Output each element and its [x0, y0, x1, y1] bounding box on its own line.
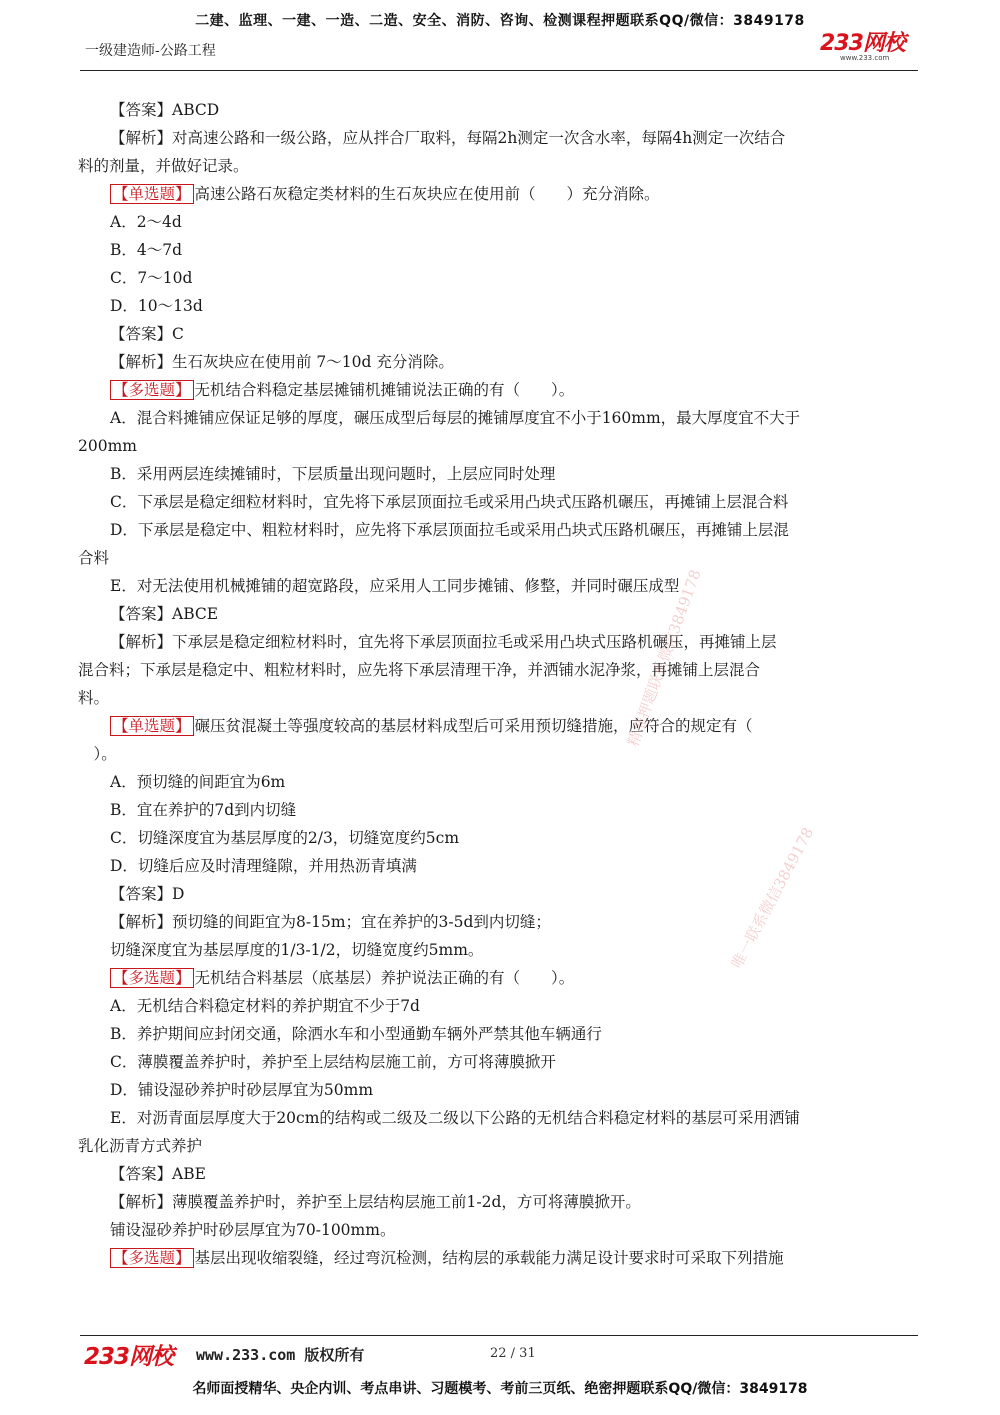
brand-logo-url: www.233.com — [840, 54, 890, 62]
line-text: 【答案】C — [110, 325, 184, 343]
header-top-line: 二建、监理、一建、一造、二造、安全、消防、咨询、检测课程押题联系QQ/微信：3849178 — [195, 13, 805, 29]
header-rule — [80, 70, 918, 71]
text-line — [78, 992, 928, 1020]
line-text: 混合料；下承层是稳定中、粗粒材料时，应先将下承层清理干净，并洒铺水泥净浆，再摊铺上层混合 — [78, 661, 761, 679]
text-line — [78, 964, 928, 992]
text-line — [78, 1188, 928, 1216]
text-line — [78, 684, 928, 712]
footer-bottom-line: 名师面授精华、央企内训、考点串讲、习题模考、考前三页纸、绝密押题联系QQ/微信：3849178 — [192, 1381, 808, 1397]
line-text: ）。 — [78, 745, 117, 763]
line-text: B．宜在养护的7d到内切缝 — [110, 801, 297, 819]
text-line — [78, 432, 928, 460]
brand-logo-text: 233网校 — [820, 31, 905, 56]
text-line — [78, 96, 928, 124]
watermark-1: 精准押题联系微信3849178 — [623, 567, 705, 749]
text-line — [78, 908, 928, 936]
line-text: 【答案】ABCD — [110, 101, 220, 119]
text-line — [78, 320, 928, 348]
line-text: A．无机结合料稳定材料的养护期宜不少于7d — [110, 997, 420, 1015]
text-line — [78, 1048, 928, 1076]
line-text: 200mm — [78, 437, 137, 455]
line-text: 料的剂量，并做好记录。 — [78, 157, 249, 175]
line-text: 基层出现收缩裂缝，经过弯沉检测，结构层的承载能力满足设计要求时可采取下列措施 — [194, 1249, 784, 1267]
line-text: C．下承层是稳定细粒材料时，宜先将下承层顶面拉毛或采用凸块式压路机碾压，再摊铺上层混合料 — [110, 493, 789, 511]
line-text: 高速公路石灰稳定类材料的生石灰块应在使用前（ ）充分消除。 — [194, 185, 660, 203]
text-line — [78, 264, 928, 292]
footer-logo[interactable]: 233网校 — [84, 1344, 174, 1370]
text-line — [78, 656, 928, 684]
line-text: 碾压贫混凝土等强度较高的基层材料成型后可采用预切缝措施，应符合的规定有（ — [194, 717, 753, 735]
text-line — [78, 880, 928, 908]
text-line — [78, 936, 928, 964]
text-line — [78, 124, 928, 152]
text-line — [78, 1104, 928, 1132]
line-text: 乳化沥青方式养护 — [78, 1137, 203, 1155]
text-line — [78, 796, 928, 824]
line-text: D．下承层是稳定中、粗粒材料时，应先将下承层顶面拉毛或采用凸块式压路机碾压，再摊铺上层混 — [110, 521, 789, 539]
text-line — [78, 180, 928, 208]
line-text: C．切缝深度宜为基层厚度的2/3，切缝宽度约5cm — [110, 829, 460, 847]
page-content — [78, 96, 928, 1272]
line-text: D．切缝后应及时清理缝隙，并用热沥青填满 — [110, 857, 417, 875]
text-line — [78, 572, 928, 600]
line-text: D．铺设湿砂养护时砂层厚宜为50mm — [110, 1081, 374, 1099]
text-line — [78, 740, 928, 768]
watermark-2: 唯一联系微信3849178 — [727, 824, 818, 972]
line-text: B．养护期间应封闭交通，除洒水车和小型通勤车辆外严禁其他车辆通行 — [110, 1025, 602, 1043]
line-text: D．10～13d — [110, 297, 203, 315]
text-line — [78, 516, 928, 544]
text-line — [78, 628, 928, 656]
text-line — [78, 1216, 928, 1244]
text-line — [78, 404, 928, 432]
line-text: B．4～7d — [110, 241, 183, 259]
line-text: 料。 — [78, 689, 110, 707]
line-text: 铺设湿砂养护时砂层厚宜为70-100mm。 — [110, 1221, 396, 1239]
text-line — [78, 208, 928, 236]
text-line — [78, 488, 928, 516]
footer-rule — [80, 1335, 918, 1336]
question-type-tag: 【单选题】 — [110, 716, 194, 736]
text-line — [78, 348, 928, 376]
text-line — [78, 376, 928, 404]
line-text: 无机结合料稳定基层摊铺机摊铺说法正确的有（ ）。 — [194, 381, 575, 399]
footer-site: www.233.com 版权所有 — [196, 1346, 365, 1364]
line-text: 【答案】ABE — [110, 1165, 206, 1183]
text-line — [78, 1244, 928, 1272]
line-text: C．薄膜覆盖养护时，养护至上层结构层施工前，方可将薄膜掀开 — [110, 1053, 556, 1071]
line-text: A．预切缝的间距宜为6m — [110, 773, 286, 791]
line-text: 合料 — [78, 549, 110, 567]
page-number: 22 / 31 — [490, 1346, 536, 1361]
line-text: E．对沥青面层厚度大于20cm的结构或二级及二级以下公路的无机结合料稳定材料的基层可采用洒铺 — [110, 1109, 800, 1127]
text-line — [78, 1160, 928, 1188]
line-text: 切缝深度宜为基层厚度的1/3-1/2，切缝宽度约5mm。 — [110, 941, 484, 959]
line-text: B．采用两层连续摊铺时，下层质量出现问题时，上层应同时处理 — [110, 465, 556, 483]
line-text: 【解析】下承层是稳定细粒材料时，宜先将下承层顶面拉毛或采用凸块式压路机碾压，再摊铺上层 — [110, 633, 777, 651]
line-text: A．2～4d — [110, 213, 182, 231]
text-line — [78, 236, 928, 264]
text-line — [78, 152, 928, 180]
text-line — [78, 1132, 928, 1160]
line-text: C．7～10d — [110, 269, 193, 287]
line-text: 【解析】对高速公路和一级公路，应从拌合厂取料，每隔2h测定一次含水率，每隔4h测定一次结合 — [110, 129, 786, 147]
text-line — [78, 544, 928, 572]
line-text: A．混合料摊铺应保证足够的厚度，碾压成型后每层的摊铺厚度宜不小于160mm，最大厚度宜不大于 — [110, 409, 801, 427]
document-subtitle: 一级建造师-公路工程 — [85, 43, 216, 59]
line-text: 【答案】D — [110, 885, 185, 903]
line-text: 【解析】薄膜覆盖养护时，养护至上层结构层施工前1-2d，方可将薄膜掀开。 — [110, 1193, 641, 1211]
question-type-tag: 【多选题】 — [110, 968, 194, 988]
text-line — [78, 712, 928, 740]
text-line — [78, 768, 928, 796]
text-line — [78, 292, 928, 320]
brand-logo-top[interactable] — [820, 26, 920, 66]
line-text: 【解析】预切缝的间距宜为8-15m；宜在养护的3-5d到内切缝； — [110, 913, 551, 931]
text-line — [78, 1020, 928, 1048]
question-type-tag: 【多选题】 — [110, 380, 194, 400]
line-text: 【解析】生石灰块应在使用前 7～10d 充分消除。 — [110, 353, 454, 371]
question-type-tag: 【单选题】 — [110, 184, 194, 204]
line-text: E．对无法使用机械摊铺的超宽路段，应采用人工同步摊铺、修整，并同时碾压成型 — [110, 577, 680, 595]
line-text: 无机结合料基层（底基层）养护说法正确的有（ ）。 — [194, 969, 575, 987]
line-text: 【答案】ABCE — [110, 605, 219, 623]
text-line — [78, 600, 928, 628]
question-type-tag: 【多选题】 — [110, 1248, 194, 1268]
text-line — [78, 1076, 928, 1104]
text-line — [78, 460, 928, 488]
